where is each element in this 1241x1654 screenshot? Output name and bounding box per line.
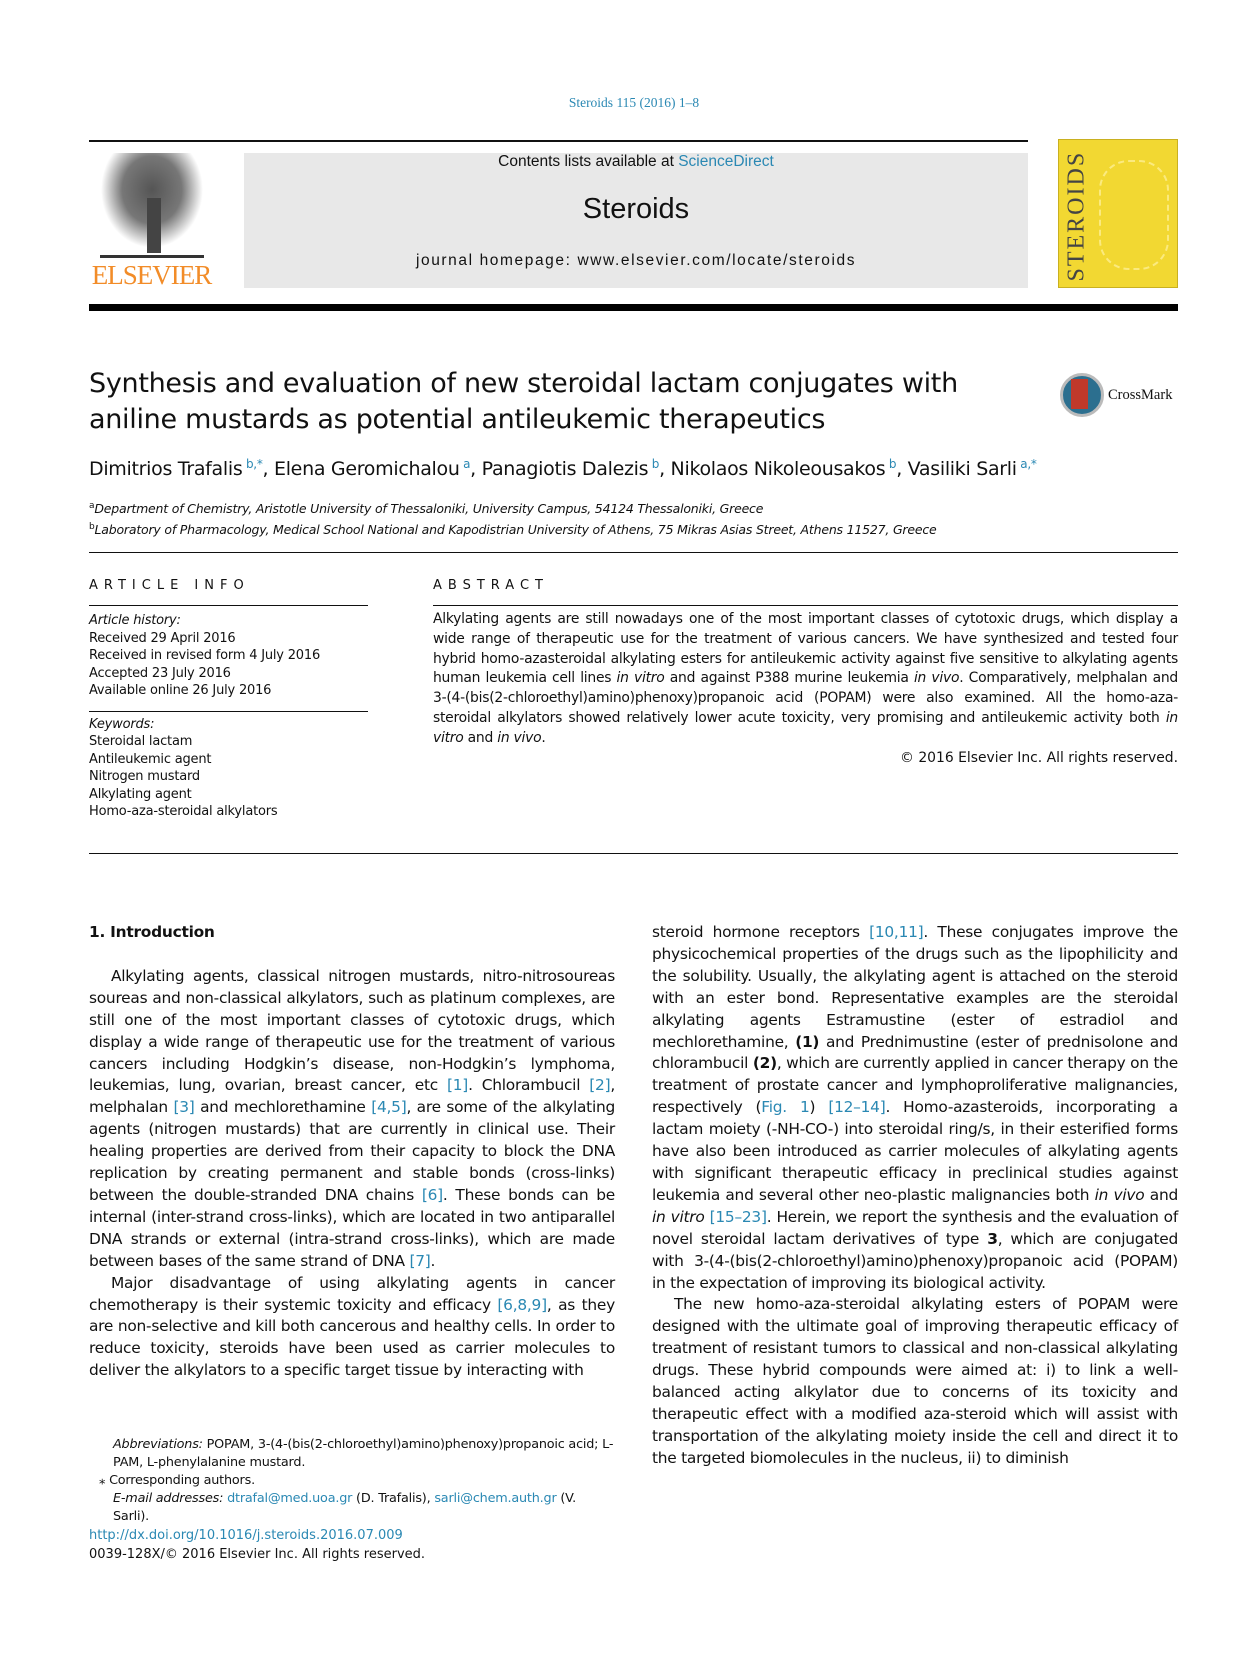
text-run: , are some of the alkylating agents (nitrogen mustards) that are currently in clinical use. Their healing properties are derived from their capacity to block the DNA replication by creating permanent and stable bonds (cross-links) between the double-stranded DNA chains	[89, 1098, 616, 1204]
affiliation-text: Laboratory of Pharmacology, Medical School National and Kapodistrian University of Athens, 75 Mikras Asias Street, Athens 11527, Greece	[94, 522, 937, 537]
article-info	[89, 578, 369, 821]
reference-link[interactable]: [15–23]	[709, 1207, 767, 1226]
journal-cover-image[interactable]	[1058, 139, 1178, 288]
text-run: and	[1144, 1185, 1178, 1204]
divider	[89, 605, 368, 606]
author-separator: ,	[470, 458, 482, 480]
keyword: Alkylating agent	[89, 786, 192, 802]
divider	[89, 853, 1178, 854]
article-history	[89, 612, 369, 700]
text-run: Alkylating agents, classical nitrogen mustards, nitro-nitrosoureas soureas and non-classical alkylators, such as platinum complexes, are still one of the most important classes of cytotoxic drugs, which display a wide range of therapeutic use for the treatment of various cancers including Hodgkin’s disease, non-Hodgkin’s lymphoma, leukemias, lung, ovarian, breast cancer, etc	[89, 966, 615, 1095]
italic-text: in vitro	[616, 670, 665, 687]
italic-text: in vivo	[1094, 1185, 1145, 1204]
abstract-copyright: © 2016 Elsevier Inc. All rights reserved.	[900, 749, 1178, 766]
compound-number: (1)	[795, 1032, 820, 1051]
divider	[89, 552, 1178, 553]
text-run: and	[463, 729, 498, 746]
text-run: Alkylating agents are still nowadays one of the most important classes of cytotoxic drugs, which display a wide range of therapeutic use for the treatment of various cancers. We have synthesized and tested four hybrid homo-azasteroidal alkylating esters for antileukemic activity against five sensitive to alkylating agents human leukemia cell lines	[433, 611, 1178, 687]
elsevier-tree-icon	[92, 153, 212, 258]
text-run: . Homo-azasteroids, incorporating a lactam moiety (-NH-CO-) into steroidal ring/s, in their esterified forms have also been introduced as carrier molecules of alkylating agents with significant therapeutic efficacy in preclinical studies against leukemia and several other neo-plastic malignancies both	[652, 1098, 1178, 1204]
history-label: Article history:	[89, 613, 181, 628]
author-affiliation-link[interactable]: a,*	[1016, 457, 1037, 471]
sciencedirect-link[interactable]: ScienceDirect	[678, 153, 774, 170]
text-run: steroid hormone receptors	[652, 923, 870, 941]
affiliation	[89, 518, 937, 539]
affiliation	[89, 497, 937, 518]
email-link[interactable]: sarli@chem.auth.gr	[434, 1491, 557, 1506]
abbreviations-footnote	[89, 1436, 615, 1472]
molecule-graphic	[1099, 160, 1169, 270]
email-link[interactable]: dtrafal@med.uoa.gr	[227, 1491, 353, 1506]
affiliation-marker: a	[89, 501, 95, 511]
paragraph	[89, 966, 615, 1273]
history-item: Accepted 23 July 2016	[89, 665, 231, 681]
italic-text: in vivo	[913, 670, 960, 687]
text-run: and mechlorethamine	[194, 1098, 372, 1117]
compound-number: 3	[987, 1229, 998, 1248]
author-separator: ,	[262, 458, 274, 480]
body-right-column	[652, 922, 1178, 1470]
text-run: , which are currently applied in cancer therapy on the treatment of prostate cancer and lymphoproliferative malignancies, respectively (	[652, 1054, 1179, 1117]
author-name: Panagiotis Dalezis	[481, 458, 649, 480]
doi-link[interactable]: http://dx.doi.org/10.1016/j.steroids.2016.07.009	[89, 1528, 403, 1543]
reference-link[interactable]: [12–14]	[828, 1098, 886, 1117]
paragraph	[89, 1273, 615, 1383]
text-run: . Comparatively, melphalan and 3-(4-(bis(2-chloroethyl)amino)phenoxy)propanoic acid (POPAM) were also examined. All the homo-aza-steroidal alkylators showed relatively lower acute toxicity, very promising and antileukemic activity both	[433, 670, 1178, 726]
author-list	[89, 457, 1189, 480]
text-run: The new homo-aza-steroidal alkylating esters of POPAM were designed with the ultimate goal of improving therapeutic efficacy of treatment of resistant tumors to classical and non-classical alkylating drugs. These hybrid compounds were aimed at: i) to link a well-balanced acting alkylator due to concerns of its toxicity and therapeutic effect with a modified aza-steroid which will assist with transportation of the alkylating moiety inside the cell and direct it to the targeted biomolecules in the nucleus, ii) to diminish	[652, 1295, 1178, 1467]
text-run: Major disadvantage of using alkylating agents in cancer chemotherapy is their systemic toxicity and efficacy	[89, 1273, 615, 1314]
contents-prefix: Contents lists available at	[498, 153, 679, 170]
text-run: , which are conjugated with 3-(4-(bis(2-chloroethyl)amino)phenoxy)propanoic acid (POPAM) in the expectation of improving its biological activity.	[652, 1229, 1179, 1292]
reference-link[interactable]: [6]	[421, 1185, 443, 1204]
history-item: Received 29 April 2016	[89, 630, 236, 646]
email-footnote	[89, 1490, 615, 1526]
email-owner: (V. Sarli).	[113, 1491, 576, 1524]
text-run: , melphalan	[89, 1076, 615, 1117]
abbrev-label: Abbreviations:	[113, 1437, 203, 1452]
keywords	[89, 716, 369, 821]
italic-text: in vivo	[497, 729, 542, 746]
text-run: and against P388 murine leukemia	[664, 670, 914, 687]
abstract	[433, 578, 1178, 766]
keyword: Nitrogen mustard	[89, 769, 200, 784]
reference-link[interactable]: Fig. 1	[761, 1098, 810, 1117]
paragraph	[652, 922, 1178, 1294]
affiliations	[89, 497, 937, 539]
keyword: Antileukemic agent	[89, 751, 212, 767]
keywords-label: Keywords:	[89, 716, 155, 732]
author-affiliation-link[interactable]: b	[885, 457, 897, 471]
paragraph	[652, 1294, 1178, 1469]
crossmark-button[interactable]	[1060, 373, 1180, 419]
text-run: . Herein, we report the synthesis and the evaluation of novel steroidal lactam derivatives of type	[652, 1207, 1178, 1248]
author-affiliation-link[interactable]: b	[648, 457, 660, 471]
author-separator: ,	[896, 458, 908, 480]
journal-name: Steroids	[582, 193, 690, 225]
reference-link[interactable]: [3]	[173, 1098, 195, 1117]
issn-copyright: 0039-128X/© 2016 Elsevier Inc. All rights reserved.	[89, 1547, 426, 1562]
abstract-heading: ABSTRACT	[433, 578, 549, 593]
body-left-column	[89, 922, 615, 1382]
text-run: .	[541, 729, 546, 746]
journal-header-box	[244, 153, 1028, 288]
cover-title: STEROIDS	[1063, 150, 1090, 282]
reference-link[interactable]: [4,5]	[371, 1098, 407, 1117]
crossmark-label: CrossMark	[1108, 387, 1173, 403]
email-owner: (D. Trafalis),	[352, 1491, 435, 1506]
reference-link[interactable]: [2]	[589, 1076, 611, 1095]
abbrev-text: POPAM, 3-(4-(bis(2-chloroethyl)amino)phenoxy)propanoic acid; L-PAM, L-phenylalanine mustard.	[113, 1437, 614, 1470]
bookmark-icon	[1071, 379, 1088, 409]
contents-line	[244, 153, 1028, 171]
compound-number: (2)	[752, 1054, 777, 1073]
reference-link[interactable]: [6,8,9]	[497, 1295, 547, 1314]
author-separator: ,	[659, 458, 671, 480]
text-run: )	[809, 1098, 829, 1117]
reference-link[interactable]: [1]	[447, 1076, 469, 1095]
abstract-text	[433, 610, 1178, 749]
author-name: Dimitrios Trafalis	[89, 458, 243, 480]
text-run: , as they are non-selective and kill both cancerous and healthy cells. In order to reduce toxicity, steroids have been used as carrier molecules to deliver the alkylators to a specific target tissue by interacting with	[89, 1295, 615, 1380]
affiliation-text: Department of Chemistry, Aristotle University of Thessaloniki, University Campus, 54124 Thessaloniki, Greece	[94, 501, 764, 516]
author-affiliation-link[interactable]: b,*	[242, 457, 263, 471]
header-thick-rule	[89, 304, 1178, 311]
text-run: . These bonds can be internal (inter-strand cross-links), which are located in two antiparallel DNA strands or external (intra-strand cross-links), which are made between bases of the same strand of DNA	[89, 1185, 616, 1270]
keyword: Steroidal lactam	[89, 734, 193, 749]
elsevier-logo[interactable]	[89, 153, 214, 288]
text-run: . These conjugates improve the physicochemical properties of the drugs such as the lipophilicity and the solubility. Usually, the alkylating agent is attached on the steroid with an ester bond. Representative examples are the steroidal alkylating agents Estramustine (ester of estradiol and mechlorethamine,	[652, 923, 1178, 1051]
reference-link[interactable]: [7]	[409, 1251, 431, 1270]
author-name: Vasiliki Sarli	[907, 458, 1017, 480]
affiliation-marker: b	[89, 522, 95, 532]
italic-text: in vitro	[652, 1207, 705, 1226]
text-run: .	[430, 1251, 436, 1270]
keyword: Homo-aza-steroidal alkylators	[89, 804, 278, 819]
corresponding-footnote: ⁎ Corresponding authors.	[99, 1473, 255, 1488]
author-affiliation-link[interactable]: a	[459, 457, 471, 471]
text-run: . Chlorambucil	[468, 1076, 590, 1095]
article-info-heading: ARTICLE INFO	[89, 578, 250, 593]
reference-link[interactable]: [10,11]	[869, 923, 924, 941]
email-label: E-mail addresses:	[113, 1491, 224, 1506]
divider	[89, 711, 368, 712]
author-name: Elena Geromichalou	[274, 458, 460, 480]
elsevier-wordmark: ELSEVIER	[91, 260, 212, 290]
text-run: and Prednimustine (ester of prednisolone and chlorambucil	[652, 1032, 1178, 1073]
journal-homepage[interactable]: journal homepage: www.elsevier.com/locate/steroids	[415, 252, 857, 269]
history-item: Available online 26 July 2016	[89, 683, 272, 698]
doi-block	[89, 1526, 425, 1564]
section-heading: 1. Introduction	[89, 923, 215, 941]
author-name: Nikolaos Nikoleousakos	[670, 458, 886, 480]
italic-text: in vitro	[433, 709, 1178, 746]
header-rule	[89, 140, 1028, 142]
divider	[433, 605, 1178, 606]
journal-citation-link[interactable]: Steroids 115 (2016) 1–8	[568, 95, 700, 110]
article-title: Synthesis and evaluation of new steroidal lactam conjugates with aniline mustards as potential antileukemic therapeutics	[89, 368, 958, 435]
history-item: Received in revised form 4 July 2016	[89, 648, 321, 663]
footnotes	[89, 1436, 615, 1526]
